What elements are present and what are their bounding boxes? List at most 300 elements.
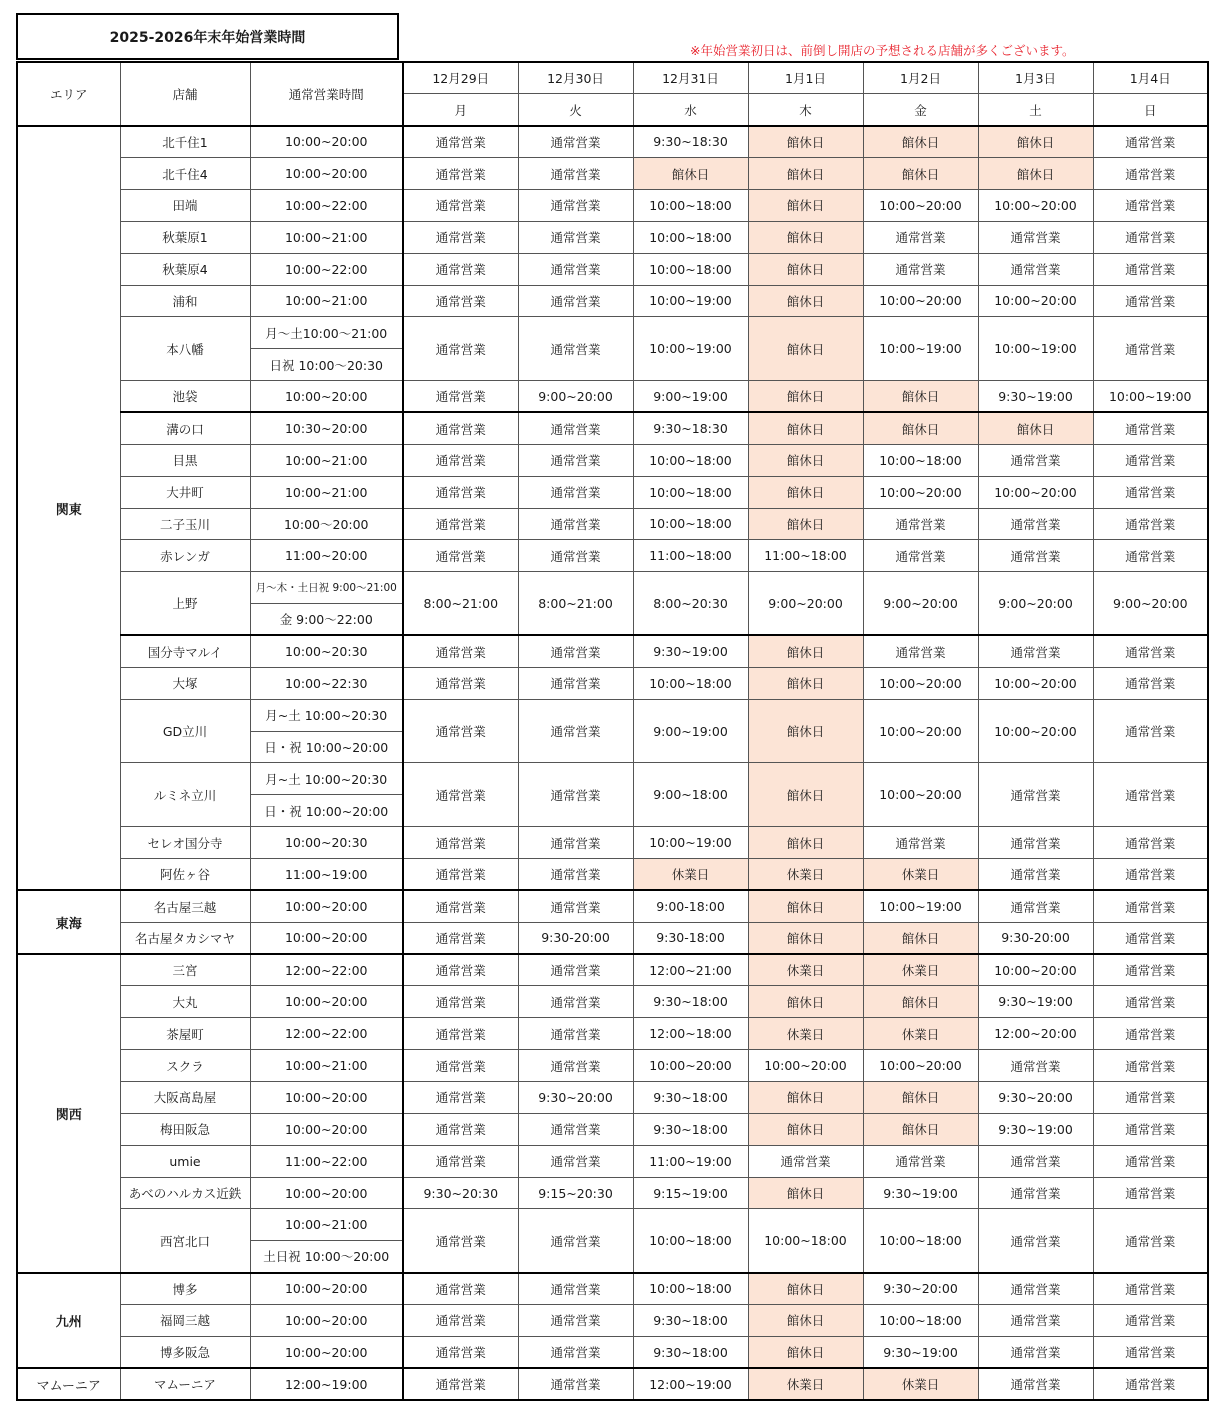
day-hours-cell: 10:00~18:00 [748,1209,863,1273]
day-hours-cell: 通常営業 [518,858,633,890]
day-hours-cell: 館休日 [748,158,863,190]
table-row [17,763,1208,795]
day-hours-cell: 11:00~18:00 [633,540,748,572]
day-hours-cell: 10:00~19:00 [978,317,1093,381]
day-hours-cell: 11:00~19:00 [633,1145,748,1177]
normal-hours-cell: 日祝 10:00～20:30 [250,349,403,381]
day-hours-cell: 通常営業 [518,221,633,253]
day-hours-cell: 通常営業 [978,858,1093,890]
store-name-cell: 赤レンガ [120,540,250,572]
table-row [17,540,1208,572]
day-hours-cell: 通常営業 [1093,1368,1208,1400]
day-hours-cell: 休業日 [748,858,863,890]
normal-hours-cell: 月～土10:00～21:00 [250,317,403,349]
table-row [17,317,1208,349]
store-name-cell: 大阪髙島屋 [120,1082,250,1114]
day-hours-cell: 通常営業 [403,189,518,221]
day-hours-cell: 通常営業 [403,221,518,253]
store-name-cell: 大丸 [120,986,250,1018]
store-name-cell: 北千住1 [120,126,250,158]
table-row [17,858,1208,890]
day-hours-cell: 通常営業 [518,285,633,317]
day-hours-cell: 通常営業 [978,1145,1093,1177]
day-hours-cell: 休業日 [748,954,863,986]
day-hours-cell: 9:30~20:00 [978,1082,1093,1114]
store-name-cell: umie [120,1145,250,1177]
normal-hours-cell: 月～木・土日祝 9:00～21:00 [250,572,403,604]
day-hours-cell: 通常営業 [518,986,633,1018]
day-hours-cell: 通常営業 [518,540,633,572]
day-hours-cell: 通常営業 [1093,1177,1208,1209]
day-hours-cell: 通常営業 [1093,1209,1208,1273]
day-hours-cell: 通常営業 [403,1368,518,1400]
day-hours-cell: 通常営業 [863,540,978,572]
day-hours-cell: 休業日 [863,1368,978,1400]
header-normal-hours: 通常営業時間 [250,62,403,126]
store-name-cell: GD立川 [120,699,250,763]
day-hours-cell: 通常営業 [518,1273,633,1305]
day-hours-cell: 通常営業 [1093,317,1208,381]
day-hours-cell: 9:30~19:00 [978,986,1093,1018]
day-hours-cell: 通常営業 [518,189,633,221]
day-hours-cell: 休業日 [748,1018,863,1050]
table-row [17,1050,1208,1082]
day-hours-cell: 通常営業 [1093,1305,1208,1337]
day-hours-cell: 通常営業 [518,763,633,827]
day-hours-cell: 通常営業 [403,285,518,317]
store-name-cell: 秋葉原1 [120,221,250,253]
day-hours-cell: 通常営業 [978,1050,1093,1082]
day-hours-cell: 館休日 [978,126,1093,158]
day-hours-cell: 通常営業 [403,699,518,763]
table-row [17,476,1208,508]
day-hours-cell: 館休日 [978,158,1093,190]
day-hours-cell: 通常営業 [1093,922,1208,954]
day-hours-cell: 通常営業 [1093,827,1208,859]
day-hours-cell: 通常営業 [518,1336,633,1368]
day-hours-cell: 10:00~20:00 [978,954,1093,986]
day-hours-cell: 休業日 [863,954,978,986]
day-hours-cell: 通常営業 [863,635,978,667]
new-year-opening-note: ※年始営業初日は、前倒し開店の予想される店舗が多くございます。 [690,43,1075,58]
day-hours-cell: 12:00~21:00 [633,954,748,986]
table-row [17,189,1208,221]
day-hours-cell: 9:30~18:00 [633,986,748,1018]
day-hours-cell: 9:30-20:00 [978,922,1093,954]
normal-hours-cell: 10:00~20:00 [250,1273,403,1305]
normal-hours-cell: 10:00~21:00 [250,444,403,476]
store-name-cell: あべのハルカス近鉄 [120,1177,250,1209]
day-hours-cell: 通常営業 [863,253,978,285]
day-hours-cell: 9:30~18:30 [633,126,748,158]
day-hours-cell: 通常営業 [403,763,518,827]
day-hours-cell: 館休日 [748,667,863,699]
normal-hours-cell: 10:00~22:30 [250,667,403,699]
table-row [17,635,1208,667]
store-name-cell: 溝の口 [120,412,250,444]
day-hours-cell: 館休日 [748,986,863,1018]
day-hours-cell: 通常営業 [1093,1145,1208,1177]
normal-hours-cell: 10:00~20:00 [250,986,403,1018]
day-hours-cell: 通常営業 [518,508,633,540]
day-hours-cell: 通常営業 [1093,1336,1208,1368]
normal-hours-cell: 10:00~20:00 [250,922,403,954]
store-name-cell: 田端 [120,189,250,221]
normal-hours-cell: 10:00~20:00 [250,126,403,158]
store-name-cell: 梅田阪急 [120,1113,250,1145]
day-hours-cell: 通常営業 [978,635,1093,667]
day-hours-cell: 10:00~19:00 [633,827,748,859]
day-hours-cell: 通常営業 [1093,540,1208,572]
day-hours-cell: 通常営業 [1093,253,1208,285]
table-row [17,1177,1208,1209]
header-date: 12月30日 [518,62,633,94]
day-hours-cell: 通常営業 [978,827,1093,859]
store-name-cell: 本八幡 [120,317,250,381]
day-hours-cell: 10:00~20:00 [863,285,978,317]
day-hours-cell: 9:00~18:00 [633,763,748,827]
normal-hours-cell: 10:00~20:00 [250,158,403,190]
day-hours-cell: 通常営業 [1093,699,1208,763]
day-hours-cell: 10:00~18:00 [633,444,748,476]
header-weekday: 水 [633,94,748,126]
table-row [17,285,1208,317]
day-hours-cell: 通常営業 [518,827,633,859]
store-name-cell: ルミネ立川 [120,763,250,827]
day-hours-cell: 10:00~18:00 [863,1209,978,1273]
header-date: 1月3日 [978,62,1093,94]
store-name-cell: 名古屋タカシマヤ [120,922,250,954]
normal-hours-cell: 土日祝 10:00～20:00 [250,1241,403,1273]
normal-hours-cell: 10:00~21:00 [250,285,403,317]
day-hours-cell: 10:00~20:00 [978,667,1093,699]
day-hours-cell: 館休日 [748,412,863,444]
day-hours-cell: 10:00~19:00 [863,890,978,922]
day-hours-cell: 12:00~19:00 [633,1368,748,1400]
day-hours-cell: 通常営業 [403,827,518,859]
day-hours-cell: 10:00~20:00 [978,189,1093,221]
day-hours-cell: 通常営業 [1093,1018,1208,1050]
day-hours-cell: 館休日 [748,253,863,285]
store-name-cell: 阿佐ヶ谷 [120,858,250,890]
day-hours-cell: 10:00~18:00 [633,667,748,699]
day-hours-cell: 10:00~18:00 [633,508,748,540]
day-hours-cell: 9:30~19:00 [863,1336,978,1368]
day-hours-cell: 通常営業 [403,922,518,954]
header-date: 1月4日 [1093,62,1208,94]
day-hours-cell: 9:00-18:00 [633,890,748,922]
normal-hours-cell: 10:00~22:00 [250,253,403,285]
table-row [17,954,1208,986]
day-hours-cell: 通常営業 [518,1050,633,1082]
normal-hours-cell: 日・祝 10:00~20:00 [250,795,403,827]
table-row [17,1145,1208,1177]
day-hours-cell: 通常営業 [403,858,518,890]
day-hours-cell: 通常営業 [1093,444,1208,476]
day-hours-cell: 通常営業 [1093,126,1208,158]
store-name-cell: 目黒 [120,444,250,476]
day-hours-cell: 9:00~20:00 [863,572,978,636]
store-name-cell: 上野 [120,572,250,636]
day-hours-cell: 館休日 [748,699,863,763]
day-hours-cell: 9:30~20:00 [863,1273,978,1305]
day-hours-cell: 9:30~20:30 [403,1177,518,1209]
store-name-cell: 茶屋町 [120,1018,250,1050]
day-hours-cell: 館休日 [748,508,863,540]
day-hours-cell: 通常営業 [1093,763,1208,827]
table-row [17,444,1208,476]
day-hours-cell: 12:00~20:00 [978,1018,1093,1050]
store-name-cell: マムーニア [120,1368,250,1400]
day-hours-cell: 8:00~21:00 [518,572,633,636]
table-row [17,1082,1208,1114]
normal-hours-cell: 10:00~21:00 [250,1209,403,1241]
normal-hours-cell: 10:00~20:30 [250,827,403,859]
normal-hours-cell: 10:00~22:00 [250,189,403,221]
day-hours-cell: 9:30~19:00 [863,1177,978,1209]
store-name-cell: 大塚 [120,667,250,699]
store-name-cell: 秋葉原4 [120,253,250,285]
table-body [17,62,1208,1400]
day-hours-cell: 通常営業 [518,476,633,508]
day-hours-cell: 10:00~20:00 [978,699,1093,763]
normal-hours-cell: 10:00~20:00 [250,1305,403,1337]
day-hours-cell: 通常営業 [403,1082,518,1114]
normal-hours-cell: 月~土 10:00~20:30 [250,699,403,731]
day-hours-cell: 10:00~18:00 [633,189,748,221]
page-title: 2025-2026年末年始営業時間 [16,13,399,60]
day-hours-cell: 10:00~20:00 [633,1050,748,1082]
header-weekday: 金 [863,94,978,126]
header-date: 12月29日 [403,62,518,94]
table-row [17,986,1208,1018]
table-row [17,381,1208,413]
day-hours-cell: 通常営業 [518,1018,633,1050]
day-hours-cell: 館休日 [748,1273,863,1305]
store-name-cell: セレオ国分寺 [120,827,250,859]
table-row [17,221,1208,253]
table-row [17,1305,1208,1337]
day-hours-cell: 通常営業 [403,954,518,986]
day-hours-cell: 通常営業 [978,1305,1093,1337]
table-row [17,158,1208,190]
day-hours-cell: 9:30~18:00 [633,1336,748,1368]
area-cell: 関東 [17,126,120,891]
normal-hours-cell: 11:00~22:00 [250,1145,403,1177]
table-row [17,1336,1208,1368]
day-hours-cell: 通常営業 [978,1209,1093,1273]
day-hours-cell: 通常営業 [518,444,633,476]
day-hours-cell: 通常営業 [518,667,633,699]
day-hours-cell: 通常営業 [1093,221,1208,253]
day-hours-cell: 10:00~19:00 [633,285,748,317]
day-hours-cell: 通常営業 [863,1145,978,1177]
day-hours-cell: 通常営業 [403,476,518,508]
day-hours-cell: 9:30~19:00 [978,381,1093,413]
table-row [17,1209,1208,1241]
normal-hours-cell: 10:00~20:00 [250,890,403,922]
day-hours-cell: 通常営業 [1093,508,1208,540]
day-hours-cell: 通常営業 [403,1336,518,1368]
table-row [17,827,1208,859]
header-area: エリア [17,62,120,126]
day-hours-cell: 10:00~20:00 [863,763,978,827]
day-hours-cell: 9:30~18:00 [633,1082,748,1114]
table-row [17,699,1208,731]
day-hours-cell: 9:00~19:00 [633,381,748,413]
day-hours-cell: 通常営業 [518,1209,633,1273]
day-hours-cell: 通常営業 [978,221,1093,253]
day-hours-cell: 10:00~20:00 [863,476,978,508]
day-hours-cell: 通常営業 [518,158,633,190]
store-name-cell: 三宮 [120,954,250,986]
day-hours-cell: 休業日 [748,1368,863,1400]
day-hours-cell: 9:00~20:00 [1093,572,1208,636]
day-hours-cell: 9:30~19:00 [978,1113,1093,1145]
day-hours-cell: 10:00~18:00 [633,476,748,508]
day-hours-cell: 通常営業 [1093,158,1208,190]
day-hours-cell: 通常営業 [1093,890,1208,922]
normal-hours-cell: 10:00~20:00 [250,1336,403,1368]
day-hours-cell: 館休日 [748,635,863,667]
day-hours-cell: 10:00~18:00 [863,444,978,476]
day-hours-cell: 通常営業 [863,508,978,540]
header-weekday: 土 [978,94,1093,126]
day-hours-cell: 通常営業 [518,126,633,158]
day-hours-cell: 休業日 [633,858,748,890]
day-hours-cell: 館休日 [748,317,863,381]
day-hours-cell: 通常営業 [1093,476,1208,508]
normal-hours-cell: 11:00~19:00 [250,858,403,890]
day-hours-cell: 9:00~20:00 [518,381,633,413]
day-hours-cell: 通常営業 [403,1050,518,1082]
day-hours-cell: 館休日 [863,986,978,1018]
day-hours-cell: 9:15~19:00 [633,1177,748,1209]
table-row [17,890,1208,922]
day-hours-cell: 通常営業 [518,954,633,986]
store-name-cell: 大井町 [120,476,250,508]
day-hours-cell: 通常営業 [518,699,633,763]
day-hours-cell: 通常営業 [403,1145,518,1177]
day-hours-cell: 通常営業 [1093,1273,1208,1305]
day-hours-cell: 通常営業 [518,890,633,922]
day-hours-cell: 館休日 [748,1177,863,1209]
table-row [17,1113,1208,1145]
day-hours-cell: 9:00~20:00 [748,572,863,636]
day-hours-cell: 通常営業 [978,1177,1093,1209]
day-hours-cell: 館休日 [748,1336,863,1368]
day-hours-cell: 通常営業 [403,986,518,1018]
day-hours-cell: 10:00~18:00 [633,253,748,285]
normal-hours-cell: 10:00~20:30 [250,635,403,667]
store-name-cell: 池袋 [120,381,250,413]
normal-hours-cell: 10:00~20:00 [250,1113,403,1145]
table-row [17,412,1208,444]
day-hours-cell: 9:00~19:00 [633,699,748,763]
normal-hours-cell: 12:00~19:00 [250,1368,403,1400]
day-hours-cell: 館休日 [863,1082,978,1114]
day-hours-cell: 9:30-20:00 [518,922,633,954]
header-date: 12月31日 [633,62,748,94]
day-hours-cell: 館休日 [978,412,1093,444]
store-name-cell: 二子玉川 [120,508,250,540]
day-hours-cell: 10:00~20:00 [863,189,978,221]
day-hours-cell: 10:00~20:00 [863,1050,978,1082]
table-row [17,126,1208,158]
day-hours-cell: 10:00~18:00 [633,221,748,253]
normal-hours-cell: 10:30~20:00 [250,412,403,444]
day-hours-cell: 通常営業 [403,1018,518,1050]
table-row [17,922,1208,954]
day-hours-cell: 通常営業 [403,508,518,540]
normal-hours-cell: 10:00~21:00 [250,221,403,253]
day-hours-cell: 通常営業 [1093,858,1208,890]
store-name-cell: 浦和 [120,285,250,317]
day-hours-cell: 通常営業 [978,1336,1093,1368]
day-hours-cell: 通常営業 [978,890,1093,922]
day-hours-cell: 通常営業 [978,253,1093,285]
normal-hours-cell: 11:00~20:00 [250,540,403,572]
day-hours-cell: 10:00~19:00 [1093,381,1208,413]
day-hours-cell: 通常営業 [518,317,633,381]
day-hours-cell: 館休日 [863,126,978,158]
day-hours-cell: 10:00~19:00 [633,317,748,381]
header-date: 1月2日 [863,62,978,94]
day-hours-cell: 館休日 [748,1305,863,1337]
day-hours-cell: 10:00~20:00 [863,699,978,763]
header-weekday: 月 [403,94,518,126]
day-hours-cell: 11:00~18:00 [748,540,863,572]
day-hours-cell: 通常営業 [403,253,518,285]
store-name-cell: スクラ [120,1050,250,1082]
day-hours-cell: 館休日 [748,285,863,317]
day-hours-cell: 通常営業 [748,1145,863,1177]
normal-hours-cell: 12:00~22:00 [250,1018,403,1050]
day-hours-cell: 通常営業 [403,381,518,413]
day-hours-cell: 通常営業 [403,444,518,476]
day-hours-cell: 通常営業 [403,890,518,922]
header-row-dates [17,62,1208,94]
day-hours-cell: 9:30~19:00 [633,635,748,667]
day-hours-cell: 通常営業 [403,126,518,158]
area-cell: 関西 [17,954,120,1273]
store-name-cell: 博多阪急 [120,1336,250,1368]
day-hours-cell: 10:00~20:00 [748,1050,863,1082]
day-hours-cell: 通常営業 [403,1209,518,1273]
table-row [17,667,1208,699]
day-hours-cell: 通常営業 [403,1273,518,1305]
table-row [17,253,1208,285]
day-hours-cell: 通常営業 [403,635,518,667]
day-hours-cell: 休業日 [863,858,978,890]
day-hours-cell: 通常営業 [978,540,1093,572]
header-weekday: 日 [1093,94,1208,126]
header-store: 店舗 [120,62,250,126]
normal-hours-cell: 10:00~20:00 [250,1177,403,1209]
day-hours-cell: 館休日 [748,763,863,827]
day-hours-cell: 館休日 [863,412,978,444]
table-row [17,1018,1208,1050]
table-row [17,1273,1208,1305]
day-hours-cell: 通常営業 [1093,1082,1208,1114]
day-hours-cell: 通常営業 [1093,635,1208,667]
day-hours-cell: 休業日 [863,1018,978,1050]
day-hours-cell: 9:30~18:00 [633,1113,748,1145]
day-hours-cell: 10:00~20:00 [978,285,1093,317]
day-hours-cell: 館休日 [748,827,863,859]
normal-hours-cell: 10:00~21:00 [250,476,403,508]
day-hours-cell: 館休日 [748,126,863,158]
